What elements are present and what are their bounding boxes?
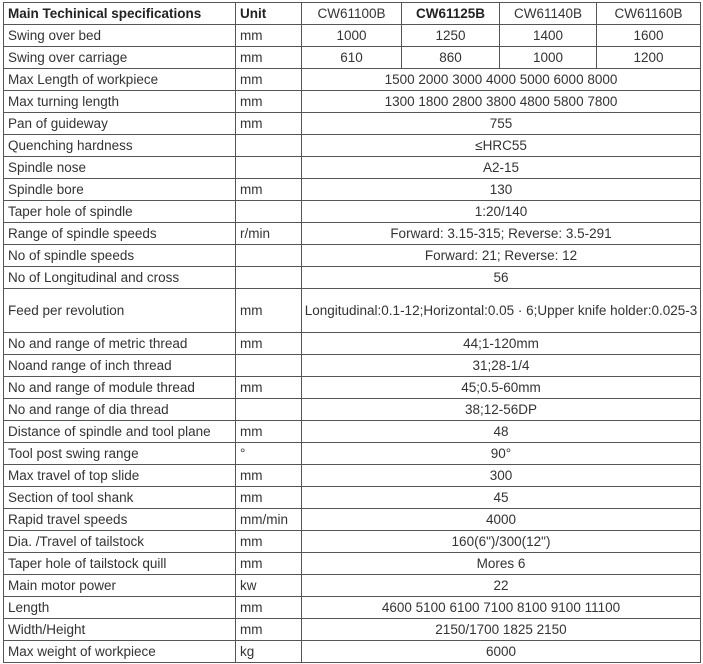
spec-name-cell: Tool post swing range (4, 443, 236, 465)
spec-unit-cell (236, 399, 302, 421)
spec-unit-cell: mm (236, 69, 302, 91)
header-unit: Unit (236, 3, 302, 25)
table-row (4, 509, 701, 531)
spec-value-cell: 44;1-120mm (302, 333, 701, 355)
table-row (4, 267, 701, 289)
table-row (4, 201, 701, 223)
spec-unit-cell (236, 135, 302, 157)
spec-value-cell: 755 (302, 113, 701, 135)
spec-value-cell: 130 (302, 179, 701, 201)
table-row (4, 25, 701, 47)
table-row (4, 487, 701, 509)
spec-value-cell: 45 (302, 487, 701, 509)
spec-unit-cell (236, 201, 302, 223)
spec-unit-cell: kw (236, 575, 302, 597)
table-header-row (4, 3, 701, 25)
spec-unit-cell: mm (236, 179, 302, 201)
spec-unit-cell (236, 157, 302, 179)
spec-value-cell: 38;12-56DP (302, 399, 701, 421)
spec-value-cell: 56 (302, 267, 701, 289)
spec-name-cell: No and range of dia thread (4, 399, 236, 421)
spec-value-cell: 31;28-1/4 (302, 355, 701, 377)
spec-name-cell: Distance of spindle and tool plane (4, 421, 236, 443)
spec-value-cell: 22 (302, 575, 701, 597)
spec-name-cell: Quenching hardness (4, 135, 236, 157)
spec-value-cell: 860 (402, 47, 500, 69)
spec-unit-cell: mm (236, 333, 302, 355)
spec-unit-cell: mm (236, 465, 302, 487)
table-row (4, 47, 701, 69)
table-row (4, 157, 701, 179)
spec-value-cell: 160(6")/300(12") (302, 531, 701, 553)
spec-value-cell: 1200 (597, 47, 701, 69)
spec-name-cell: Taper hole of tailstock quill (4, 553, 236, 575)
table-row (4, 69, 701, 91)
spec-value-cell: 4600 5100 6100 7100 8100 9100 11100 (302, 597, 701, 619)
spec-name-cell: Max travel of top slide (4, 465, 236, 487)
spec-unit-cell: mm (236, 47, 302, 69)
header-model-cw61125b: CW61125B (402, 3, 500, 25)
spec-name-cell: Rapid travel speeds (4, 509, 236, 531)
spec-name-cell: Pan of guideway (4, 113, 236, 135)
spec-name-cell: Spindle nose (4, 157, 236, 179)
spec-value-cell: 1000 (302, 25, 402, 47)
spec-name-cell: Length (4, 597, 236, 619)
spec-value-cell: 6000 (302, 641, 701, 663)
spec-name-cell: Section of tool shank (4, 487, 236, 509)
table-row (4, 553, 701, 575)
spec-unit-cell: mm (236, 91, 302, 113)
spec-value-cell: 1500 2000 3000 4000 5000 6000 8000 (302, 69, 701, 91)
table-row (4, 179, 701, 201)
spec-value-cell: 1000 (500, 47, 597, 69)
spec-name-cell: Max weight of workpiece (4, 641, 236, 663)
table-row (4, 355, 701, 377)
spec-value-cell: 1400 (500, 25, 597, 47)
spec-name-cell: Max turning length (4, 91, 236, 113)
spec-value-cell: ≤HRC55 (302, 135, 701, 157)
spec-value-cell: 1250 (402, 25, 500, 47)
table-row (4, 135, 701, 157)
spec-unit-cell (236, 355, 302, 377)
spec-value-cell: 1300 1800 2800 3800 4800 5800 7800 (302, 91, 701, 113)
spec-value-cell: 4000 (302, 509, 701, 531)
table-row (4, 113, 701, 135)
spec-value-cell: A2-15 (302, 157, 701, 179)
spec-unit-cell: ° (236, 443, 302, 465)
spec-name-cell: Main motor power (4, 575, 236, 597)
spec-unit-cell: mm (236, 619, 302, 641)
spec-value-cell: 300 (302, 465, 701, 487)
table-row (4, 443, 701, 465)
header-spec-name: Main Techinical specifications (4, 3, 236, 25)
spec-name-cell: Spindle bore (4, 179, 236, 201)
table-row (4, 575, 701, 597)
spec-name-cell: Width/Height (4, 619, 236, 641)
spec-value-cell: 48 (302, 421, 701, 443)
header-model-cw61100b: CW61100B (302, 3, 402, 25)
spec-value-cell: 45;0.5-60mm (302, 377, 701, 399)
table-row (4, 531, 701, 553)
spec-name-cell: Taper hole of spindle (4, 201, 236, 223)
table-row (4, 289, 701, 333)
table-row (4, 421, 701, 443)
spec-unit-cell: mm (236, 377, 302, 399)
spec-name-cell: Swing over carriage (4, 47, 236, 69)
spec-name-cell: Swing over bed (4, 25, 236, 47)
table-row (4, 465, 701, 487)
table-row (4, 619, 701, 641)
table-row (4, 245, 701, 267)
spec-value-cell: 1600 (597, 25, 701, 47)
table-row (4, 377, 701, 399)
spec-unit-cell (236, 267, 302, 289)
header-model-cw61140b: CW61140B (500, 3, 597, 25)
spec-unit-cell (236, 245, 302, 267)
spec-name-cell: Feed per revolution (4, 289, 236, 333)
spec-unit-cell: mm (236, 487, 302, 509)
spec-name-cell: No of Longitudinal and cross (4, 267, 236, 289)
specifications-table-body (4, 3, 701, 663)
spec-value-cell: 2150/1700 1825 2150 (302, 619, 701, 641)
spec-unit-cell: mm (236, 597, 302, 619)
spec-unit-cell: kg (236, 641, 302, 663)
spec-unit-cell: mm (236, 421, 302, 443)
spec-value-cell: Longitudinal:0.1-12;Horizontal:0.05 · 6;Upper knife holder:0.025-3 (302, 289, 701, 333)
spec-name-cell: Dia. /Travel of tailstock (4, 531, 236, 553)
spec-unit-cell: mm (236, 553, 302, 575)
table-row (4, 333, 701, 355)
specifications-table (3, 2, 701, 663)
spec-unit-cell: mm (236, 25, 302, 47)
spec-value-cell: Mores 6 (302, 553, 701, 575)
spec-value-cell: 1:20/140 (302, 201, 701, 223)
spec-name-cell: Max Length of workpiece (4, 69, 236, 91)
table-row (4, 641, 701, 663)
spec-value-cell: 610 (302, 47, 402, 69)
spec-unit-cell: mm/min (236, 509, 302, 531)
table-row (4, 91, 701, 113)
spec-name-cell: No of spindle speeds (4, 245, 236, 267)
table-row (4, 597, 701, 619)
spec-value-cell: Forward: 21; Reverse: 12 (302, 245, 701, 267)
spec-name-cell: Noand range of inch thread (4, 355, 236, 377)
table-row (4, 223, 701, 245)
spec-name-cell: No and range of module thread (4, 377, 236, 399)
table-row (4, 399, 701, 421)
spec-unit-cell: mm (236, 289, 302, 333)
header-model-cw61160b: CW61160B (597, 3, 701, 25)
spec-value-cell: Forward: 3.15-315; Reverse: 3.5-291 (302, 223, 701, 245)
spec-name-cell: Range of spindle speeds (4, 223, 236, 245)
spec-name-cell: No and range of metric thread (4, 333, 236, 355)
spec-value-cell: 90° (302, 443, 701, 465)
spec-unit-cell: mm (236, 531, 302, 553)
spec-unit-cell: r/min (236, 223, 302, 245)
spec-unit-cell: mm (236, 113, 302, 135)
